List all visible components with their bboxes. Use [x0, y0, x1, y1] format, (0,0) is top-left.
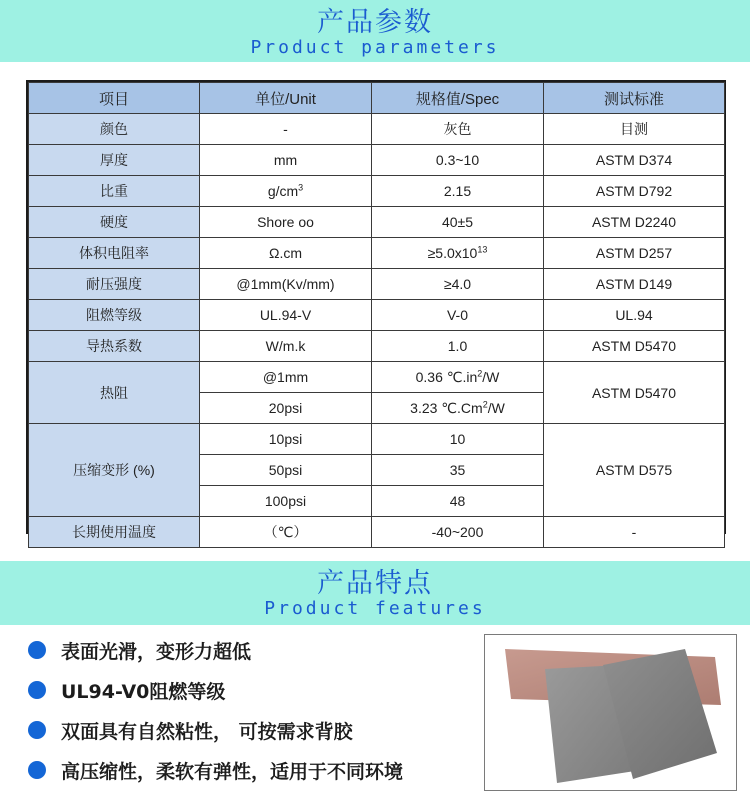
row-spec: ≥4.0: [372, 269, 544, 300]
table-row: [29, 145, 725, 176]
feature-text: 双面具有自然粘性， 可按需求背胶: [61, 720, 353, 743]
table-row: [29, 517, 725, 548]
feature-text: 表面光滑，变形力超低: [61, 640, 252, 663]
header-item: 项目: [29, 83, 200, 114]
table-header-row: [29, 83, 725, 114]
row-item: 阻燃等级: [29, 300, 200, 331]
table-row-compression: [29, 424, 725, 455]
feature-item: [28, 630, 478, 670]
feature-text: 高压缩性，柔软有弹性，适用于不同环境: [61, 760, 404, 783]
thermal-spec-2: [372, 393, 544, 424]
features-title-zh: 产品特点: [317, 568, 433, 599]
row-standard: ASTM D5470: [544, 331, 725, 362]
row-item: 耐压强度: [29, 269, 200, 300]
spec-superscript: 2: [477, 367, 483, 378]
row-unit: -: [200, 114, 372, 145]
bullet-icon: [28, 681, 46, 699]
thermal-standard: ASTM D5470: [544, 362, 725, 424]
header-unit: 单位/Unit: [200, 83, 372, 114]
thermal-item: 热阻: [29, 362, 200, 424]
row-standard: 目测: [544, 114, 725, 145]
unit-superscript: 3: [298, 182, 304, 193]
compression-spec: 10: [372, 424, 544, 455]
feature-item: [28, 750, 478, 790]
feature-text: UL94-V0阻燃等级: [61, 680, 226, 703]
thermal-pad-sheets-image: [485, 635, 737, 791]
spec-text: 0.36 ℃.in: [415, 368, 478, 385]
row-standard: ASTM D149: [544, 269, 725, 300]
row-unit: Ω.cm: [200, 238, 372, 269]
feature-item: [28, 710, 478, 750]
row-unit: @1mm(Kv/mm): [200, 269, 372, 300]
spec-tail: /W: [487, 399, 505, 416]
bullet-icon: [28, 641, 46, 659]
row-unit: Shore oo: [200, 207, 372, 238]
unit-text: g/cm: [267, 183, 299, 199]
row-item: 体积电阻率: [29, 238, 200, 269]
table-row: [29, 176, 725, 207]
table-row: [29, 114, 725, 145]
compression-spec: 48: [372, 486, 544, 517]
parameters-header: [0, 0, 750, 62]
row-item: 颜色: [29, 114, 200, 145]
temperature-standard: -: [544, 517, 725, 548]
temperature-spec: -40~200: [372, 517, 544, 548]
spec-superscript: 13: [477, 244, 488, 255]
row-standard: ASTM D792: [544, 176, 725, 207]
bullet-icon: [28, 721, 46, 739]
row-item: 导热系数: [29, 331, 200, 362]
compression-spec: 35: [372, 455, 544, 486]
parameters-table: [26, 80, 726, 540]
table-row-thermal: [29, 362, 725, 393]
row-unit: mm: [200, 145, 372, 176]
row-standard: ASTM D257: [544, 238, 725, 269]
spec-text: 3.23 ℃.Cm: [410, 399, 483, 416]
compression-unit: 50psi: [200, 455, 372, 486]
row-unit: UL.94-V: [200, 300, 372, 331]
row-spec: [372, 238, 544, 269]
spec-text: ≥5.0x10: [427, 245, 478, 261]
spec-superscript: 2: [482, 398, 488, 409]
table-row: [29, 238, 725, 269]
table-row: [29, 331, 725, 362]
row-item: 比重: [29, 176, 200, 207]
row-standard: UL.94: [544, 300, 725, 331]
row-spec: 2.15: [372, 176, 544, 207]
parameters-title-en: Product parameters: [250, 37, 500, 58]
parameters-title-zh: 产品参数: [317, 7, 433, 38]
row-spec: 40±5: [372, 207, 544, 238]
product-photo: [484, 634, 737, 791]
thermal-spec-1: [372, 362, 544, 393]
row-standard: ASTM D2240: [544, 207, 725, 238]
features-header: [0, 561, 750, 625]
thermal-unit-2: 20psi: [200, 393, 372, 424]
temperature-item: 长期使用温度: [29, 517, 200, 548]
table-row: [29, 207, 725, 238]
spec-tail: /W: [482, 368, 500, 385]
row-unit: W/m.k: [200, 331, 372, 362]
row-spec: 1.0: [372, 331, 544, 362]
compression-standard: ASTM D575: [544, 424, 725, 517]
temperature-unit: （℃）: [200, 517, 372, 548]
row-spec: V-0: [372, 300, 544, 331]
row-standard: ASTM D374: [544, 145, 725, 176]
thermal-unit-1: @1mm: [200, 362, 372, 393]
compression-item: 压缩变形 (%): [29, 424, 200, 517]
feature-list: [28, 630, 478, 790]
compression-unit: 10psi: [200, 424, 372, 455]
features-title-en: Product features: [264, 598, 486, 619]
table-row: [29, 269, 725, 300]
compression-unit: 100psi: [200, 486, 372, 517]
row-spec: 0.3~10: [372, 145, 544, 176]
row-unit: [200, 176, 372, 207]
row-spec: 灰色: [372, 114, 544, 145]
header-spec: 规格值/Spec: [372, 83, 544, 114]
row-item: 厚度: [29, 145, 200, 176]
row-item: 硬度: [29, 207, 200, 238]
table-row: [29, 300, 725, 331]
feature-item: [28, 670, 478, 710]
bullet-icon: [28, 761, 46, 779]
header-standard: 测试标准: [544, 83, 725, 114]
